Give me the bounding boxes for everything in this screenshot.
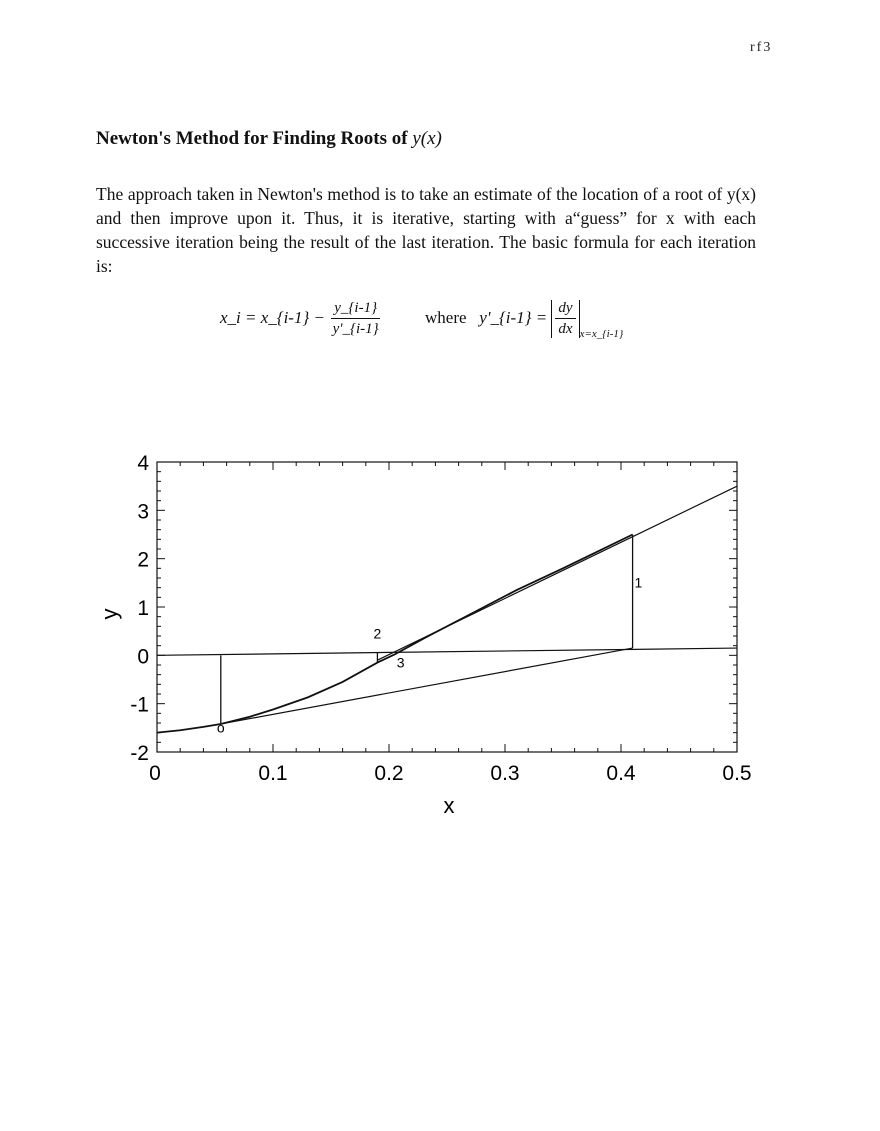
y-tick-label: 4 [137,452,149,475]
title-text: Newton's Method for Finding Roots of [96,128,408,149]
x-tick-label: 0.3 [490,762,520,785]
series-line [157,535,633,733]
iteration-annotation: 1 [634,574,643,591]
x-tick-label: 0.1 [258,762,288,785]
y-tick-label: 2 [137,548,149,572]
plot-frame [157,462,737,752]
iteration-annotation: 3 [396,654,405,671]
tick-labels [130,452,751,785]
series-line [221,648,633,724]
y-tick-label: 3 [137,500,149,524]
series-line [377,486,737,660]
derivative-lhs: y'_{i-1} = [479,307,548,327]
formula-numerator: y_{i-1} [331,300,380,319]
page-mark: rf3 [750,40,773,55]
y-tick-label: -1 [130,693,149,717]
x-tick-label: 0.4 [606,762,636,785]
x-axis-label: x [443,793,455,818]
derivative-denominator: dx [558,321,573,337]
y-tick-label: 1 [137,597,149,620]
derivative-numerator: dy [555,300,575,319]
y-tick-label: 0 [137,645,149,669]
iteration-annotation: o [216,719,225,736]
axis-ticks [157,462,737,752]
y-tick-label: -2 [130,742,149,765]
x-tick-label: 0.5 [722,762,752,785]
intro-paragraph: The approach taken in Newton's method is to take an estimate of the location of a root of y(x) and then improve upon it. Thus, it is iterative, starting with a“guess” for x with each successive iteration being the result of the last iteration. The basic formula for each iteration is: [96,184,756,276]
iteration-annotation: 2 [373,625,382,642]
page-title [96,128,442,150]
derivative-abs [551,300,579,338]
plot-lines [157,486,737,733]
formula-lhs: x_i = x_{i-1} − [220,307,325,327]
derivative-formula [425,300,623,340]
y-axis-label: y [97,608,122,620]
x-tick-label: 0.2 [374,762,404,785]
where-label: where [425,307,467,327]
formula-denominator: y'_{i-1} [332,321,379,337]
series-line [157,648,737,655]
newton-formula [220,300,382,338]
title-function: y(x) [412,128,442,149]
derivative-eval: x=x_{i-1} [579,327,624,340]
formula-fraction [331,300,380,338]
x-tick-label: 0 [149,762,161,785]
